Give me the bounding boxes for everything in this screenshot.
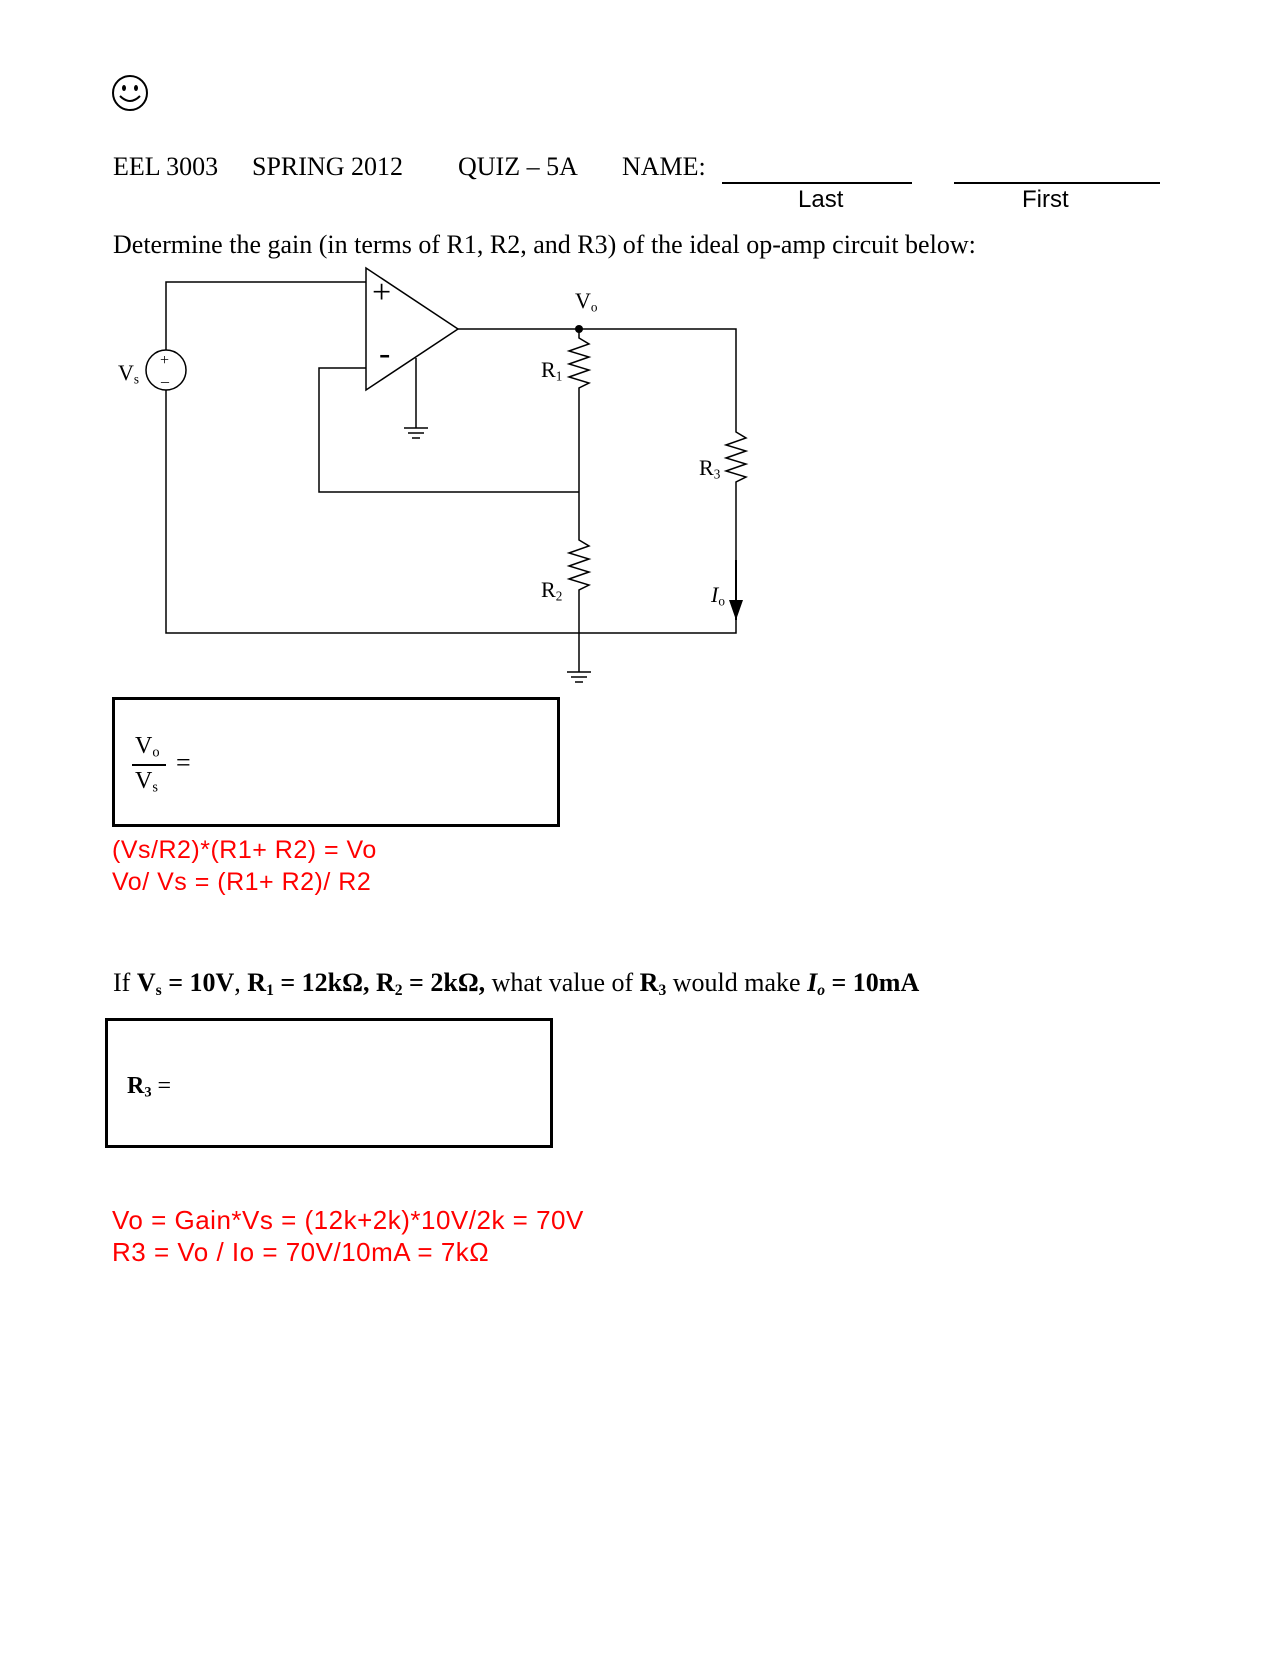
first-name-line[interactable] [954, 182, 1160, 184]
vs-label: $V_s$ [118, 360, 140, 387]
r1-label: $R_1$ [541, 357, 563, 384]
gain-fraction-denominator: $V_s$ [135, 768, 158, 796]
gain-fraction-numerator: $V_o$ [135, 733, 160, 761]
first-label: First [1022, 186, 1069, 213]
r2-label: $R_2$ [541, 577, 563, 604]
quiz-title: QUIZ – 5A [458, 152, 578, 181]
opamp-minus-sign: - [379, 335, 391, 372]
gain-equals: = [176, 748, 191, 777]
question2-prompt: If $V_s = 10V$, $R_1 = 12k\Omega$, $R_2 = 2k\Omega$, what value of $R_3$ would make $I_o = 10mA$ [113, 968, 920, 999]
source-plus: + [160, 352, 170, 369]
gain-fraction-bar [132, 764, 166, 766]
last-label: Last [798, 186, 844, 213]
opamp-plus-sign: + [372, 274, 392, 311]
vo-label: $V_o$ [575, 288, 598, 315]
r3-solution-line-2: R3 = Vo / Io = 70V/10mA = 7kΩ [112, 1237, 490, 1267]
r3-solution-line-1: Vo = Gain*Vs = (12k+2k)*10V/2k = 70V [112, 1205, 584, 1235]
source-minus: _ [161, 368, 169, 385]
io-label: $I_o$ [711, 582, 725, 609]
name-label: NAME: [622, 152, 706, 181]
r3-label: $R_3$ [699, 455, 721, 482]
course-code: EEL 3003 [113, 152, 219, 181]
smiley-icon [110, 73, 150, 113]
gain-solution-line-1: (Vs/R2)*(R1+ R2) = Vo [112, 836, 377, 864]
term: SPRING 2012 [252, 152, 403, 181]
last-name-line[interactable] [722, 182, 912, 184]
gain-solution-line-2: Vo/ Vs = (R1+ R2)/ R2 [112, 868, 372, 896]
r3-answer-box[interactable] [105, 1018, 553, 1148]
r3-answer-label: $R_3$ = [127, 1073, 172, 1101]
question1-prompt: Determine the gain (in terms of R1, R2, and R3) of the ideal op-amp circuit below: [113, 230, 976, 259]
opamp-circuit-diagram [100, 260, 760, 700]
